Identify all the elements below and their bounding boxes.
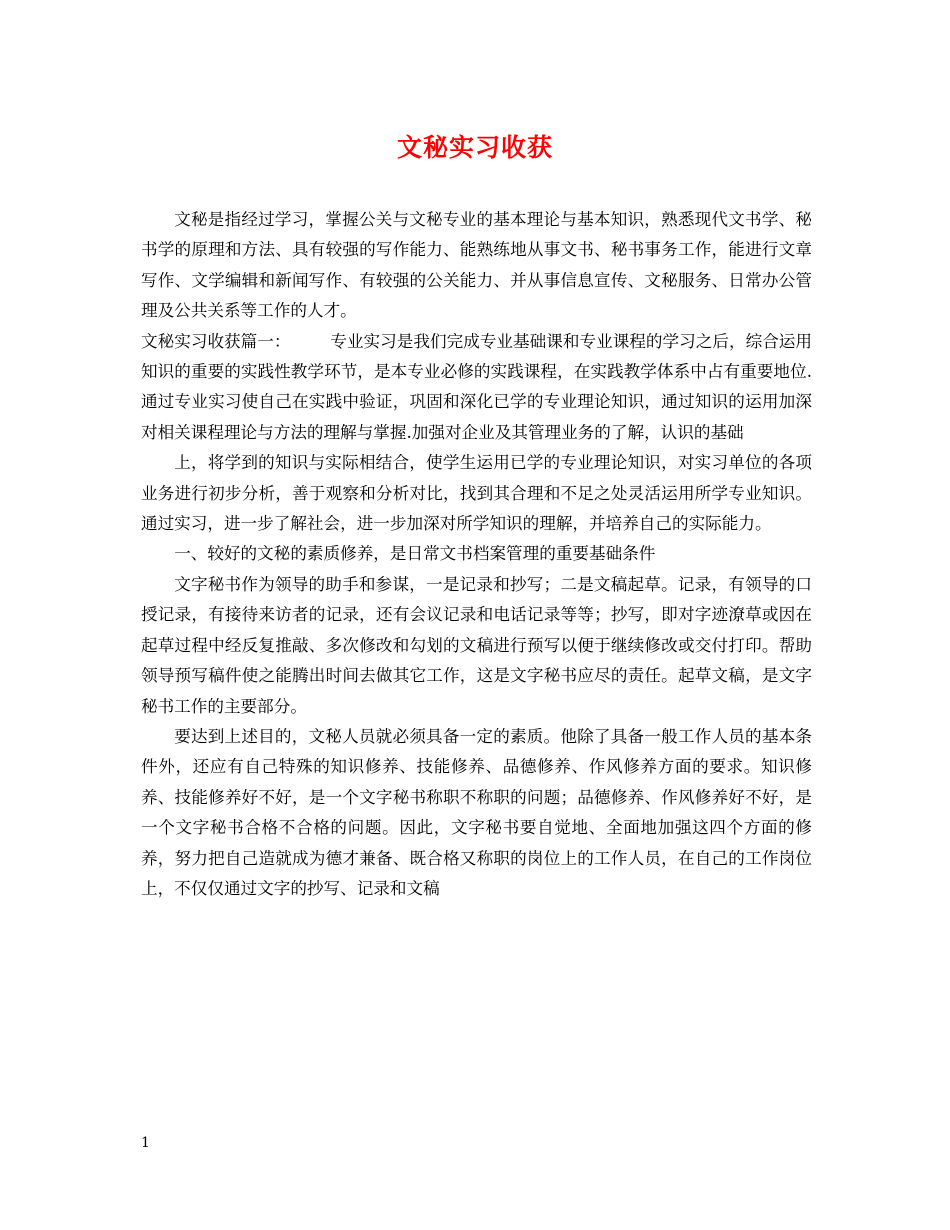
paragraph-part-one [141, 327, 812, 449]
document-title: 文秘实习收获 [396, 133, 553, 162]
section-label: 文秘实习收获篇一： [141, 331, 291, 351]
paragraph-qualities: 要达到上述目的，文秘人员就必须具备一定的素质。他除了具备一般工作人员的基本条件外，还应有自己特殊的知识修养、技能修养、品德修养、作风修养方面的要求。知识修养、技能修养好不好，是一个文字秘书称职不称职的问题；品德修养、作风修养好不好，是一个文字秘书合格不合格的问题。因此，文字秘书要自觉地、全面地加强这四个方面的修养，努力把自己造就成为德才兼备、既合格又称职的岗位上的工作人员，在自己的工作岗位上，不仅仅通过文字的抄写、记录和文稿 [141, 726, 812, 898]
page-number: 1 [141, 1135, 150, 1151]
paragraph-duties: 文字秘书作为领导的助手和参谋，一是记录和抄写；二是文稿起草。记录，有领导的口授记录，有接待来访者的记录，还有会议记录和电话记录等等；抄写，即对字迹潦草或因在起草过程中经反复推敲、多次修改和勾划的文稿进行预写以便于继续修改或交付打印。帮助领导预写稿件使之能腾出时间去做其它工作，这是文字秘书应尽的责任。起草文稿，是文字秘书工作的主要部分。 [141, 574, 812, 716]
section-heading: 一、较好的文秘的素质修养，是日常文书档案管理的重要基础条件 [174, 544, 656, 564]
paragraph-continuation: 上，将学到的知识与实际相结合，使学生运用已学的专业理论知识，对实习单位的各项业务进行初步分析，善于观察和分析对比，找到其合理和不足之处灵活运用所学专业知识。通过实习，进一步了解社会，进一步加深对所学知识的理解，并培养自己的实际能力。 [141, 453, 812, 534]
document-body [141, 205, 812, 904]
paragraph-part-one-text: 专业实习是我们完成专业基础课和专业课程的学习之后，综合运用知识的重要的实践性教学环节，是本专业必修的实践课程，在实践教学体系中占有重要地位.通过专业实习使自己在实践中验证，巩固和深化已学的专业理论知识，通过知识的运用加深对相关课程理论与方法的理解与掌握.加强对企业及其管理业务的了解，认识的基础 [141, 331, 813, 442]
paragraph-intro: 文秘是指经过学习，掌握公关与文秘专业的基本理论与基本知识，熟悉现代文书学、秘书学的原理和方法、具有较强的写作能力、能熟练地从事文书、秘书事务工作，能进行文章写作、文学编辑和新闻写作、有较强的公关能力、并从事信息宣传、文秘服务、日常办公管理及公共关系等工作的人才。 [141, 210, 812, 321]
